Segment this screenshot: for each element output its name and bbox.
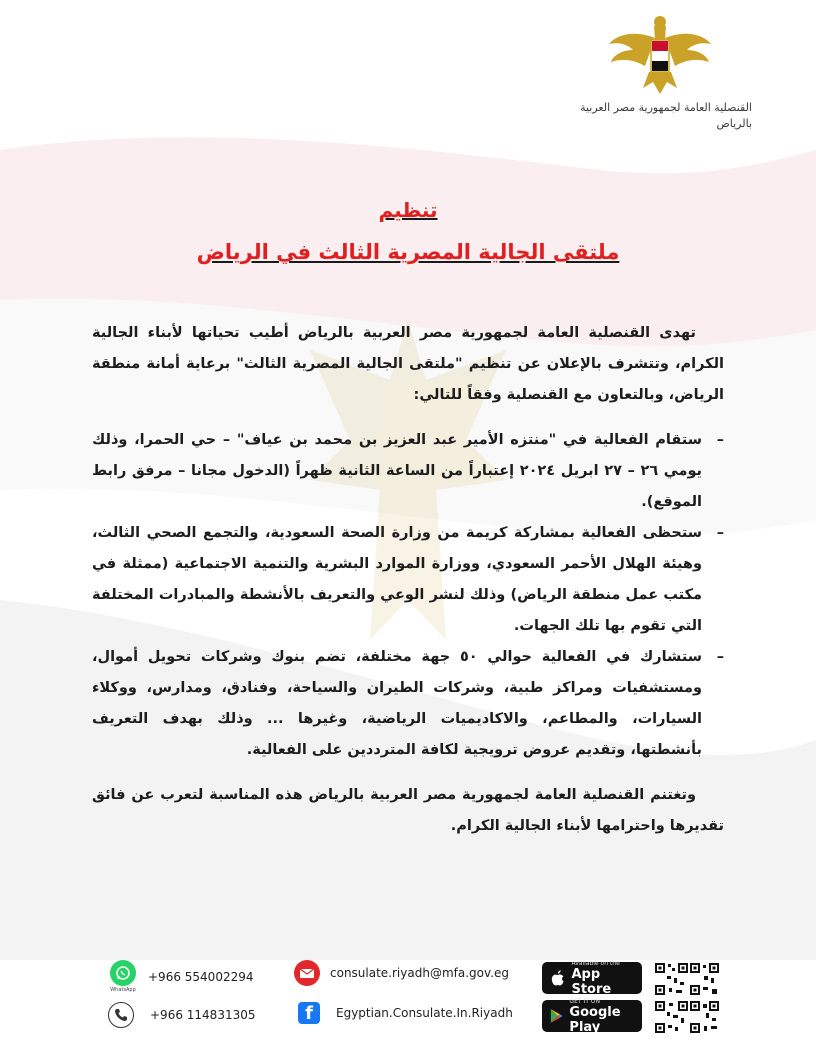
email-icon [294,960,320,986]
qr-code-google-play-icon[interactable] [654,1000,720,1034]
bullet-marker: – [716,432,724,448]
title-block [0,198,816,264]
google-play-button[interactable] [542,997,642,1035]
bullet-text-participants: ستحظى الفعالية بمشاركة كريمة من وزارة الصحة السعودية، والتجمع الصحي الثالث، وهيئة الهلال الأحمر السعودي، ووزارة الموارد البشرية والتنمية الاجتماعية (ممثلة في مكتب عمل منطقة الرياض) وذلك لنشر الوعي والتعريف بالأنشطة والمبادرات المختلفة التي تقوم بها تلك الجهات. [92,525,702,634]
facebook-icon: f [298,1002,320,1024]
bullet-text-venue: ستقام الفعالية في "منتزه الأمير عبد العزيز بن محمد بن عياف" – حي الحمرا، وذلك يومي ٢٦ – ٢٧ ابريل ٢٠٢٤ إعتباراً من الساعة الثانية ظهراً (الدخول مجانا – مرفق رابط الموقع). [92,432,702,510]
apple-icon [550,969,565,987]
closing-paragraph: وتغتنم القنصلية العامة لجمهورية مصر العربية بالرياض هذه المناسبة لتعرب عن فائق تقديرها واحترامها لأبناء الجالية الكرام. [92,787,724,834]
email-address[interactable]: consulate.riyadh@mfa.gov.eg [330,966,509,980]
qr-code-app-store-icon[interactable] [654,962,720,996]
list-item [92,518,724,642]
facebook-page[interactable]: Egyptian.Consulate.In.Riyadh [336,1006,513,1020]
app-store-button[interactable] [542,959,642,997]
google-play-big-text: Google Play [569,1004,621,1035]
phone-contact[interactable] [108,1002,256,1028]
app-store-big-text: App Store [571,966,612,997]
title-event-name: ملتقى الجالية المصرية الثالث في الرياض [196,240,620,264]
contact-footer [0,956,816,1046]
consulate-name-line2: بالرياض [716,117,752,130]
app-store-small-text: Available on the [571,959,620,967]
facebook-contact[interactable] [298,1002,513,1024]
list-item [92,642,724,766]
announcement-body [92,318,724,842]
bullet-marker: – [716,525,724,541]
bullet-marker: – [716,649,724,665]
egypt-eagle-icon [605,10,715,98]
title-organizing: تنظيم [378,198,438,222]
intro-paragraph: تهدى القنصلية العامة لجمهورية مصر العربية بالرياض أطيب تحياتها لأبناء الجالية الكرام، وتتشرف بالإعلان عن تنظيم "ملتقى الجالية المصرية الثالث" برعاية أمانة منطقة الرياض، وبالتعاون مع القنصلية وفقاً للتالي: [92,325,724,403]
google-play-icon [550,1007,563,1025]
whatsapp-icon [110,960,136,986]
whatsapp-label: WhatsApp [110,987,136,993]
details-list [92,425,724,766]
bullet-text-exhibitors: ستشارك في الفعالية حوالي ٥٠ جهة مختلفة، تضم بنوك وشركات تحويل أموال، ومستشفيات ومراكز طبية، وشركات الطيران والسياحة، وفنادق، ومدارس، ووكلاء السيارات، والمطاعم، والاكاديميات الرياضية، وغيرها ... وذلك بهدف التعريف بأنشطتها، وتقديم عروض ترويجية لكافة المترددين على الفعالية. [92,649,702,758]
phone-number[interactable]: +966 114831305 [150,1008,256,1022]
consulate-name-line1: القنصلية العامة لجمهورية مصر العربية [580,101,752,114]
email-contact[interactable] [294,960,509,986]
google-play-small-text: GET IT ON [569,997,600,1005]
phone-icon [108,1002,134,1028]
whatsapp-number[interactable]: +966 554002294 [148,969,254,984]
consulate-logo [560,10,760,132]
whatsapp-contact[interactable] [108,960,254,993]
list-item [92,425,724,518]
